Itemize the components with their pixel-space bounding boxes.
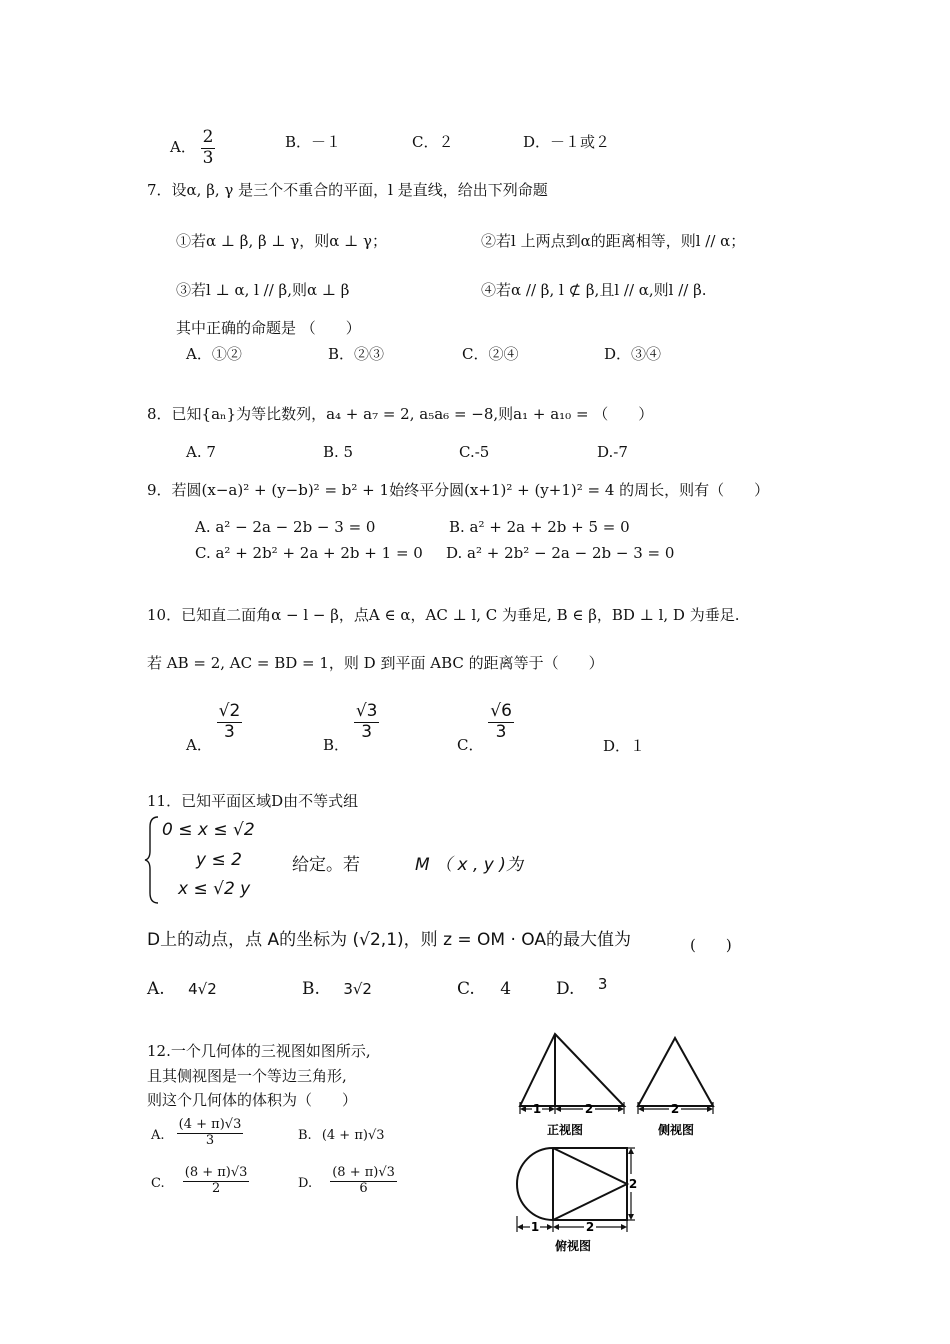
top-dim-height: 2 [628, 1177, 638, 1191]
q7-option-d: D．③④ [604, 345, 662, 363]
top-dim-1: 1 [530, 1220, 540, 1234]
q12-option-a-denominator: 3 [205, 1132, 215, 1148]
q12-option-c-label: C. [151, 1175, 165, 1191]
q11-option-c [457, 979, 511, 999]
q12-option-c-fraction [183, 1166, 250, 1197]
q10-option-a [186, 702, 242, 755]
q11-option-d-value: 3 [597, 975, 608, 993]
q11-option-a-label: A. [147, 979, 165, 999]
q6-option-a-label: A． [170, 138, 196, 157]
q11-option-a [147, 979, 217, 999]
q10-option-b-label: B． [323, 736, 350, 755]
q10-option-b-denominator: 3 [361, 721, 373, 742]
front-dim-1: 1 [532, 1102, 542, 1116]
q10-option-b [323, 702, 379, 755]
q11-given-text: 给定。若 [292, 855, 360, 875]
three-view-figure [510, 1028, 750, 1258]
q10-option-a-fraction [217, 702, 243, 742]
q12-option-a-numerator: (4 + π)√3 [178, 1117, 242, 1132]
side-view-label: 侧视图 [657, 1123, 695, 1137]
q7-proposition-2: ②若l 上两点到α的距离相等，则l // α； [481, 232, 746, 250]
q10-option-a-numerator: √2 [218, 701, 241, 721]
q12-option-d [298, 1166, 397, 1197]
q7-question: 其中正确的命题是 （ ） [176, 319, 361, 337]
q11-option-d [556, 975, 608, 999]
q11-option-b-value: 3√2 [343, 980, 372, 998]
q12-option-c-numerator: (8 + π)√3 [184, 1165, 248, 1180]
q12-stem-line2: 且其侧视图是一个等边三角形, [147, 1067, 347, 1085]
q12-option-d-fraction [330, 1166, 397, 1197]
q11-option-b-label: B. [302, 979, 320, 999]
q7-proposition-3: ③若l ⊥ α, l // β,则α ⊥ β [176, 281, 350, 299]
q11-option-d-label: D. [556, 979, 575, 999]
q11-option-c-label: C. [457, 979, 475, 999]
q9-option-c: C. a² + 2b² + 2a + 2b + 1 = 0 [195, 544, 423, 562]
q6-option-c: C．２ [412, 133, 454, 151]
top-view-label: 俯视图 [554, 1239, 592, 1253]
q9-option-d: D. a² + 2b² − 2a − 2b − 3 = 0 [446, 544, 675, 562]
q11-answer-paren: ( ) [690, 936, 732, 954]
q7-proposition-1: ①若α ⊥ β, β ⊥ γ，则α ⊥ γ； [176, 232, 387, 250]
q8-option-d: D.-7 [597, 443, 628, 461]
q10-option-c-fraction [488, 702, 514, 742]
q6-option-b: B．－１ [285, 133, 342, 151]
q9-option-a: A. a² − 2a − 2b − 3 = 0 [195, 518, 376, 536]
q12-option-d-denominator: 6 [359, 1180, 368, 1196]
q12-stem-line1: 12.一个几何体的三视图如图所示, [147, 1042, 371, 1060]
q12-option-a-label: A. [151, 1127, 165, 1143]
q7-option-b: B．②③ [328, 345, 385, 363]
q12-stem-line3: 则这个几何体的体积为（ ） [147, 1091, 358, 1109]
q9-stem: 9．若圆(x−a)² + (y−b)² = b² + 1始终平分圆(x+1)² + (y+1)² = 4 的周长，则有（ ） [147, 481, 770, 499]
q12-option-b [298, 1128, 385, 1143]
q12-option-b-label: B. [298, 1128, 312, 1143]
q7-proposition-4: ④若α // β, l ⊄ β,且l // α,则l // β. [481, 281, 707, 299]
q8-option-b: B. 5 [323, 443, 354, 461]
q6-option-a-denominator: 3 [202, 147, 214, 168]
q11-brace [144, 815, 162, 905]
q12-option-a-fraction [177, 1118, 244, 1149]
q10-option-c-label: C． [457, 736, 484, 755]
q10-option-a-denominator: 3 [224, 721, 235, 742]
q11-inequality-3: x ≤ √2 y [178, 879, 251, 899]
top-dim-2: 2 [585, 1220, 595, 1234]
q12-option-d-numerator: (8 + π)√3 [332, 1165, 395, 1180]
q6-option-a-fraction [201, 128, 216, 168]
q12-option-c [151, 1166, 249, 1197]
q11-inequality-1: 0 ≤ x ≤ √2 [162, 820, 255, 840]
q11-option-a-value: 4√2 [188, 980, 217, 998]
q8-stem: 8．已知{aₙ}为等比数列，a₄ + a₇ = 2, a₅a₆ = −8,则a₁ + a₁₀ = （ ） [147, 405, 654, 423]
q6-option-a-numerator: 2 [202, 127, 214, 147]
q6-option-d: D．－１或２ [523, 133, 611, 151]
q10-stem-line1: 10．已知直二面角α − l − β，点A ∈ α，AC ⊥ l, C 为垂足, B ∈ β，BD ⊥ l, D 为垂足. [147, 606, 740, 624]
q11-option-b [302, 979, 372, 999]
q9-option-b: B. a² + 2a + 2b + 5 = 0 [449, 518, 630, 536]
q10-option-d: D．１ [603, 737, 646, 755]
side-dim: 2 [670, 1102, 680, 1116]
q11-stem: 11．已知平面区域D由不等式组 [147, 792, 359, 810]
q10-stem-line2: 若 AB = 2, AC = BD = 1，则 D 到平面 ABC 的距离等于（ ） [147, 654, 604, 672]
q10-option-c-numerator: √6 [490, 701, 512, 721]
q12-option-d-label: D. [298, 1175, 313, 1191]
q10-option-c-denominator: 3 [495, 721, 507, 742]
q6-option-a [170, 128, 215, 168]
q11-stem-line2: D上的动点，点 A的坐标为 (√2,1)，则 z = OM · OA的最大值为 [147, 930, 632, 950]
q8-option-a: A. 7 [186, 443, 216, 461]
q7-option-a: A．①② [186, 345, 242, 363]
q11-point-m: M （ x , y )为 [415, 855, 523, 875]
q10-option-a-label: A． [186, 736, 212, 755]
q7-option-c: C．②④ [462, 345, 519, 363]
q10-option-b-fraction [354, 702, 380, 742]
q10-option-c [457, 702, 514, 755]
front-dim-2: 2 [584, 1102, 594, 1116]
q10-option-b-numerator: √3 [355, 701, 378, 721]
q8-option-c: C.-5 [459, 443, 490, 461]
q11-inequality-2: y ≤ 2 [196, 850, 242, 870]
q12-option-b-value: (4 + π)√3 [321, 1128, 385, 1143]
front-view-label: 正视图 [546, 1123, 584, 1137]
q11-option-c-value: 4 [500, 979, 512, 999]
q12-option-c-denominator: 2 [211, 1180, 221, 1196]
q12-option-a [151, 1118, 243, 1149]
q7-stem: 7．设α, β, γ 是三个不重合的平面，l 是直线，给出下列命题 [147, 181, 548, 199]
